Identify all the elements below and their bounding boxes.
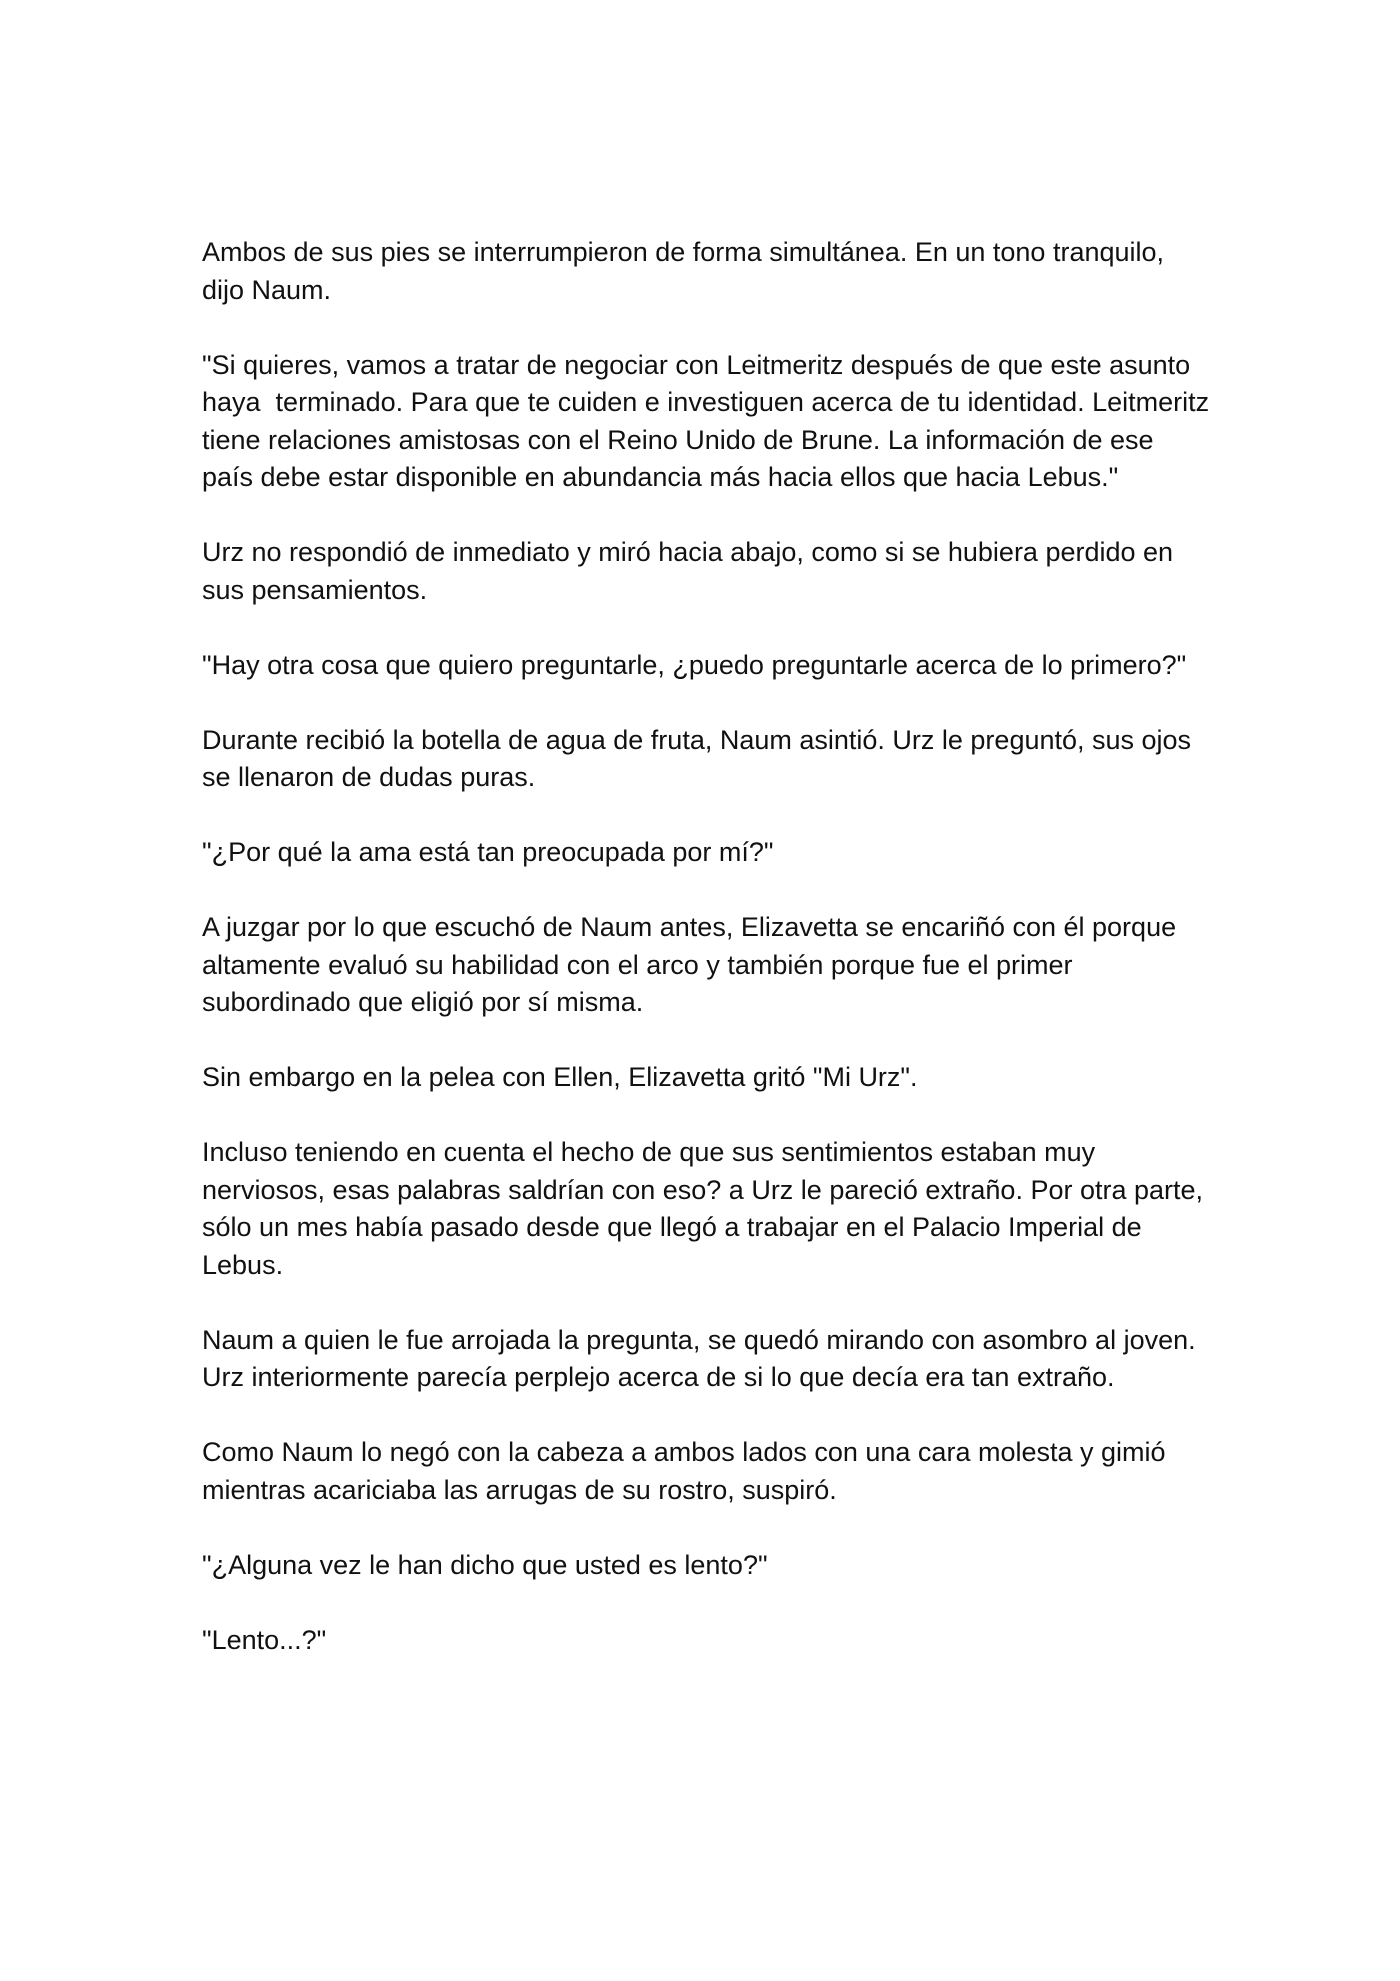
paragraph: Naum a quien le fue arrojada la pregunta, se quedó mirando con asombro al joven. Urz interiormente parecía perplejo acerca de si lo que decía era tan extraño. <box>202 1324 1204 1392</box>
paragraph: Ambos de sus pies se interrumpieron de forma simultánea. En un tono tranquilo, dijo Naum. <box>202 237 1172 305</box>
paragraph: Incluso teniendo en cuenta el hecho de que sus sentimientos estaban muy nerviosos, esas palabras saldrían con eso? a Urz le pareció extraño. Por otra parte, sólo un mes había pasado desde que llegó a trabajar en el Palacio Imperial de Lebus. <box>202 1137 1211 1280</box>
paragraph: "Lento...?" <box>202 1624 327 1655</box>
paragraph: "¿Por qué la ama está tan preocupada por mí?" <box>202 837 774 867</box>
paragraph: "Si quieres, vamos a tratar de negociar con Leitmeritz después de que este asunto haya terminado. Para que te cuiden e investiguen acerca de tu identidad. Leitmeritz tiene relaciones amistosas con el Reino Unido de Brune. La información de ese país debe estar disponible en abundancia más hacia ellos que hacia Lebus." <box>202 349 1217 492</box>
paragraph: Sin embargo en la pelea con Ellen, Elizavetta gritó "Mi Urz". <box>202 1062 918 1092</box>
paragraph: Como Naum lo negó con la cabeza a ambos lados con una cara molesta y gimió mientras acariciaba las arrugas de su rostro, suspiró. <box>202 1437 1174 1505</box>
paragraph: "Hay otra cosa que quiero preguntarle, ¿puedo preguntarle acerca de lo primero?" <box>202 649 1187 680</box>
document-body <box>202 234 1217 1697</box>
paragraph: "¿Alguna vez le han dicho que usted es lento?" <box>202 1549 768 1580</box>
paragraph: A juzgar por lo que escuchó de Naum antes, Elizavetta se encariñó con él porque altamente evaluó su habilidad con el arco y también porque fue el primer subordinado que eligió por sí misma. <box>202 912 1184 1017</box>
paragraph: Urz no respondió de inmediato y miró hacia abajo, como si se hubiera perdido en sus pensamientos. <box>202 537 1181 605</box>
paragraph: Durante recibió la botella de agua de fruta, Naum asintió. Urz le preguntó, sus ojos se llenaron de dudas puras. <box>202 724 1199 792</box>
